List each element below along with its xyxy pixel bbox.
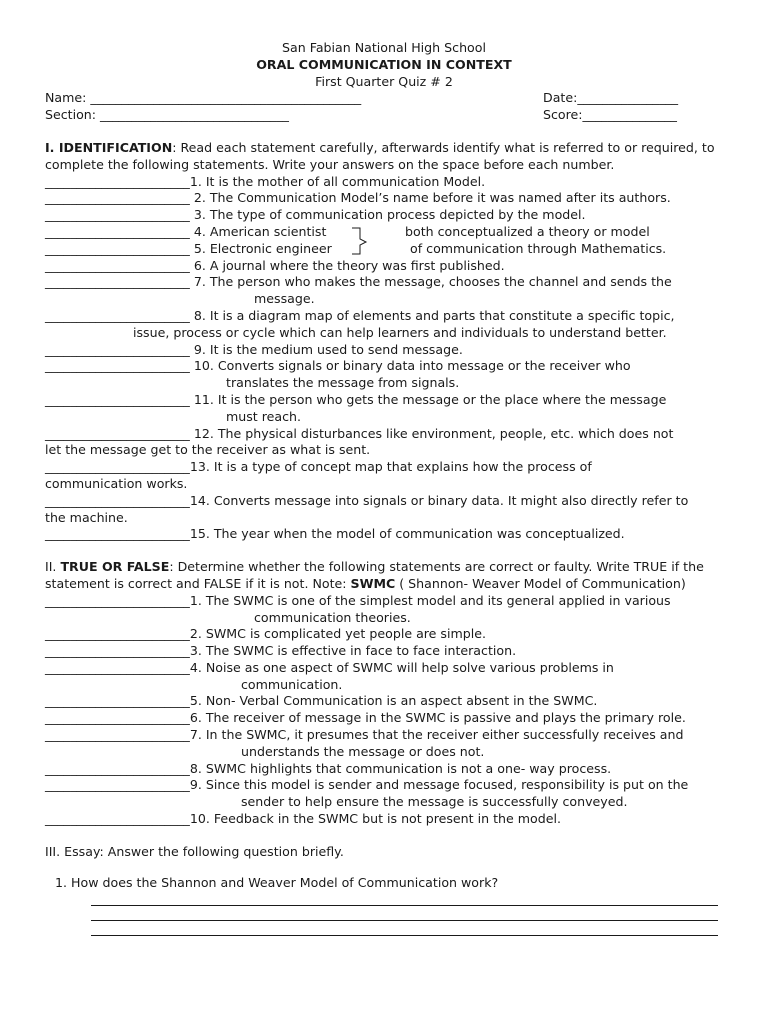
part1-item-6[interactable] bbox=[45, 258, 723, 275]
item5-right-text: of communication through Mathematics. bbox=[410, 240, 667, 256]
part1-item-14[interactable] bbox=[45, 493, 723, 527]
school-name: San Fabian National High School bbox=[282, 40, 486, 55]
section-field[interactable]: Section: ______________________________ bbox=[45, 107, 289, 123]
part2-heading: TRUE OR FALSE bbox=[60, 559, 170, 575]
item-continuation: must reach. bbox=[226, 408, 302, 424]
part1-item-7[interactable] bbox=[45, 274, 723, 308]
part2-item-10[interactable] bbox=[45, 811, 723, 828]
part1-item-11[interactable] bbox=[45, 392, 723, 426]
item-text: _______________________4. Noise as one aspect of SWMC will help solve various problems in bbox=[45, 659, 614, 675]
item-text: _______________________ 8. It is a diagram map of elements and parts that constitute a specific topic, bbox=[45, 307, 675, 323]
item-text: _______________________ 6. A journal where the theory was first published. bbox=[45, 257, 505, 273]
part1-item-15[interactable] bbox=[45, 526, 723, 543]
item-text: _______________________7. In the SWMC, it presumes that the receiver either successfully receives and bbox=[45, 727, 684, 743]
part2-item-7[interactable] bbox=[45, 727, 723, 761]
swmc-note: SWMC bbox=[350, 575, 396, 591]
item-text: _______________________1. It is the mother of all communication Model. bbox=[45, 173, 486, 189]
part2-item-9[interactable] bbox=[45, 777, 723, 811]
part2-item-1[interactable] bbox=[45, 593, 723, 627]
item-continuation: communication. bbox=[241, 676, 343, 692]
item-continuation: understands the message or does not. bbox=[241, 743, 485, 759]
item-continuation: communication works. bbox=[45, 475, 188, 491]
item-text: _______________________3. The SWMC is effective in face to face interaction. bbox=[45, 643, 517, 659]
item-text: _______________________6. The receiver of message in the SWMC is passive and plays the primary role. bbox=[45, 710, 686, 726]
score-field[interactable]: Score:_______________ bbox=[543, 107, 677, 123]
item-text: _______________________ 11. It is the person who gets the message or the place where the message bbox=[45, 391, 667, 407]
part1-heading: I. IDENTIFICATION bbox=[45, 139, 173, 155]
item-text: _______________________13. It is a type of concept map that explains how the process of bbox=[45, 459, 592, 475]
part2-instructions-text: : Determine whether the following statements are correct or faulty. Write TRUE if the statement is correct and FALSE if it is not. Note: bbox=[45, 559, 704, 591]
part1-item-5[interactable] bbox=[45, 241, 723, 258]
part3-heading: III. Essay: Answer the following question briefly. bbox=[45, 843, 344, 859]
brace-icon bbox=[335, 224, 405, 241]
part1-item-3[interactable] bbox=[45, 207, 723, 224]
item-text: _______________________5. Non- Verbal Communication is an aspect absent in the SWMC. bbox=[45, 693, 598, 709]
name-field[interactable]: Name: ___________________________________________ bbox=[45, 90, 362, 106]
quiz-title: First Quarter Quiz # 2 bbox=[315, 73, 453, 89]
item-text: _______________________ 5. Electronic engineer bbox=[45, 240, 332, 256]
date-field[interactable]: Date:________________ bbox=[543, 90, 679, 106]
part1-instructions-text: : Read each statement carefully, afterwards identify what is referred to or required, to complete the following statements. Write your answers on the space before each number. bbox=[45, 139, 715, 172]
item-text: _______________________ 10. Converts signals or binary data into message or the receiver who bbox=[45, 358, 631, 374]
item4-right-text: both conceptualized a theory or model bbox=[405, 223, 650, 239]
quiz-page bbox=[45, 40, 723, 936]
item-continuation: message. bbox=[254, 291, 315, 307]
part2-item-4[interactable] bbox=[45, 660, 723, 694]
item-text: _______________________ 7. The person who makes the message, chooses the channel and sends the bbox=[45, 274, 672, 290]
item-text: _______________________9. Since this model is sender and message focused, responsibility is put on the bbox=[45, 777, 689, 793]
part2-item-6[interactable] bbox=[45, 710, 723, 727]
part1-item-2[interactable] bbox=[45, 190, 723, 207]
part2-item-3[interactable] bbox=[45, 643, 723, 660]
part1-item-9[interactable] bbox=[45, 342, 723, 359]
part2-item-2[interactable] bbox=[45, 626, 723, 643]
item-continuation: communication theories. bbox=[254, 609, 411, 625]
item-text: _______________________2. SWMC is complicated yet people are simple. bbox=[45, 626, 487, 642]
part1-item-13[interactable] bbox=[45, 459, 723, 493]
part2-item-8[interactable] bbox=[45, 761, 723, 778]
part1-item-8[interactable] bbox=[45, 308, 723, 342]
essay-answer-line-2[interactable] bbox=[91, 906, 718, 921]
part1-item-4[interactable] bbox=[45, 224, 723, 241]
part1-item-10[interactable] bbox=[45, 358, 723, 392]
section-score-row bbox=[45, 107, 723, 124]
swmc-note-rest: ( Shannon- Weaver Model of Communication) bbox=[395, 575, 686, 591]
item-continuation: let the message get to the receiver as what is sent. bbox=[45, 442, 371, 458]
name-date-row bbox=[45, 90, 723, 107]
essay-answer-line-3[interactable] bbox=[91, 921, 718, 936]
part1-instructions bbox=[45, 140, 723, 174]
item-text: _______________________10. Feedback in the SWMC but is not present in the model. bbox=[45, 811, 561, 827]
item-text: _______________________1. The SWMC is one of the simplest model and its general applied in various bbox=[45, 592, 671, 608]
part1-item-12[interactable] bbox=[45, 426, 723, 460]
part1-item-1[interactable] bbox=[45, 174, 723, 191]
item-text: _______________________8. SWMC highlights that communication is not a one- way process. bbox=[45, 760, 612, 776]
item-continuation: translates the message from signals. bbox=[226, 375, 460, 391]
essay-question-1: 1. How does the Shannon and Weaver Model of Communication work? bbox=[55, 874, 499, 890]
item-text: _______________________ 3. The type of communication process depicted by the model. bbox=[45, 207, 586, 223]
item-text: _______________________15. The year when the model of communication was conceptualized. bbox=[45, 526, 625, 542]
part2-instructions bbox=[45, 559, 723, 593]
item-continuation: sender to help ensure the message is successfully conveyed. bbox=[241, 794, 628, 810]
subject-title: ORAL COMMUNICATION IN CONTEXT bbox=[256, 56, 512, 72]
item-text: _______________________14. Converts message into signals or binary data. It might also directly refer to bbox=[45, 492, 689, 508]
part2-item-5[interactable] bbox=[45, 693, 723, 710]
item-text: _______________________ 2. The Communication Model’s name before it was named after its authors. bbox=[45, 190, 671, 206]
essay-answer-line-1[interactable] bbox=[91, 891, 718, 906]
item-text: _______________________ 9. It is the medium used to send message. bbox=[45, 341, 463, 357]
item-continuation: issue, process or cycle which can help learners and individuals to understand better. bbox=[133, 324, 667, 340]
item-continuation: the machine. bbox=[45, 509, 128, 525]
item-text: _______________________ 4. American scientist bbox=[45, 223, 327, 239]
part2-numeral: II. bbox=[45, 559, 61, 575]
item-text: _______________________ 12. The physical disturbances like environment, people, etc. which does not bbox=[45, 425, 674, 441]
